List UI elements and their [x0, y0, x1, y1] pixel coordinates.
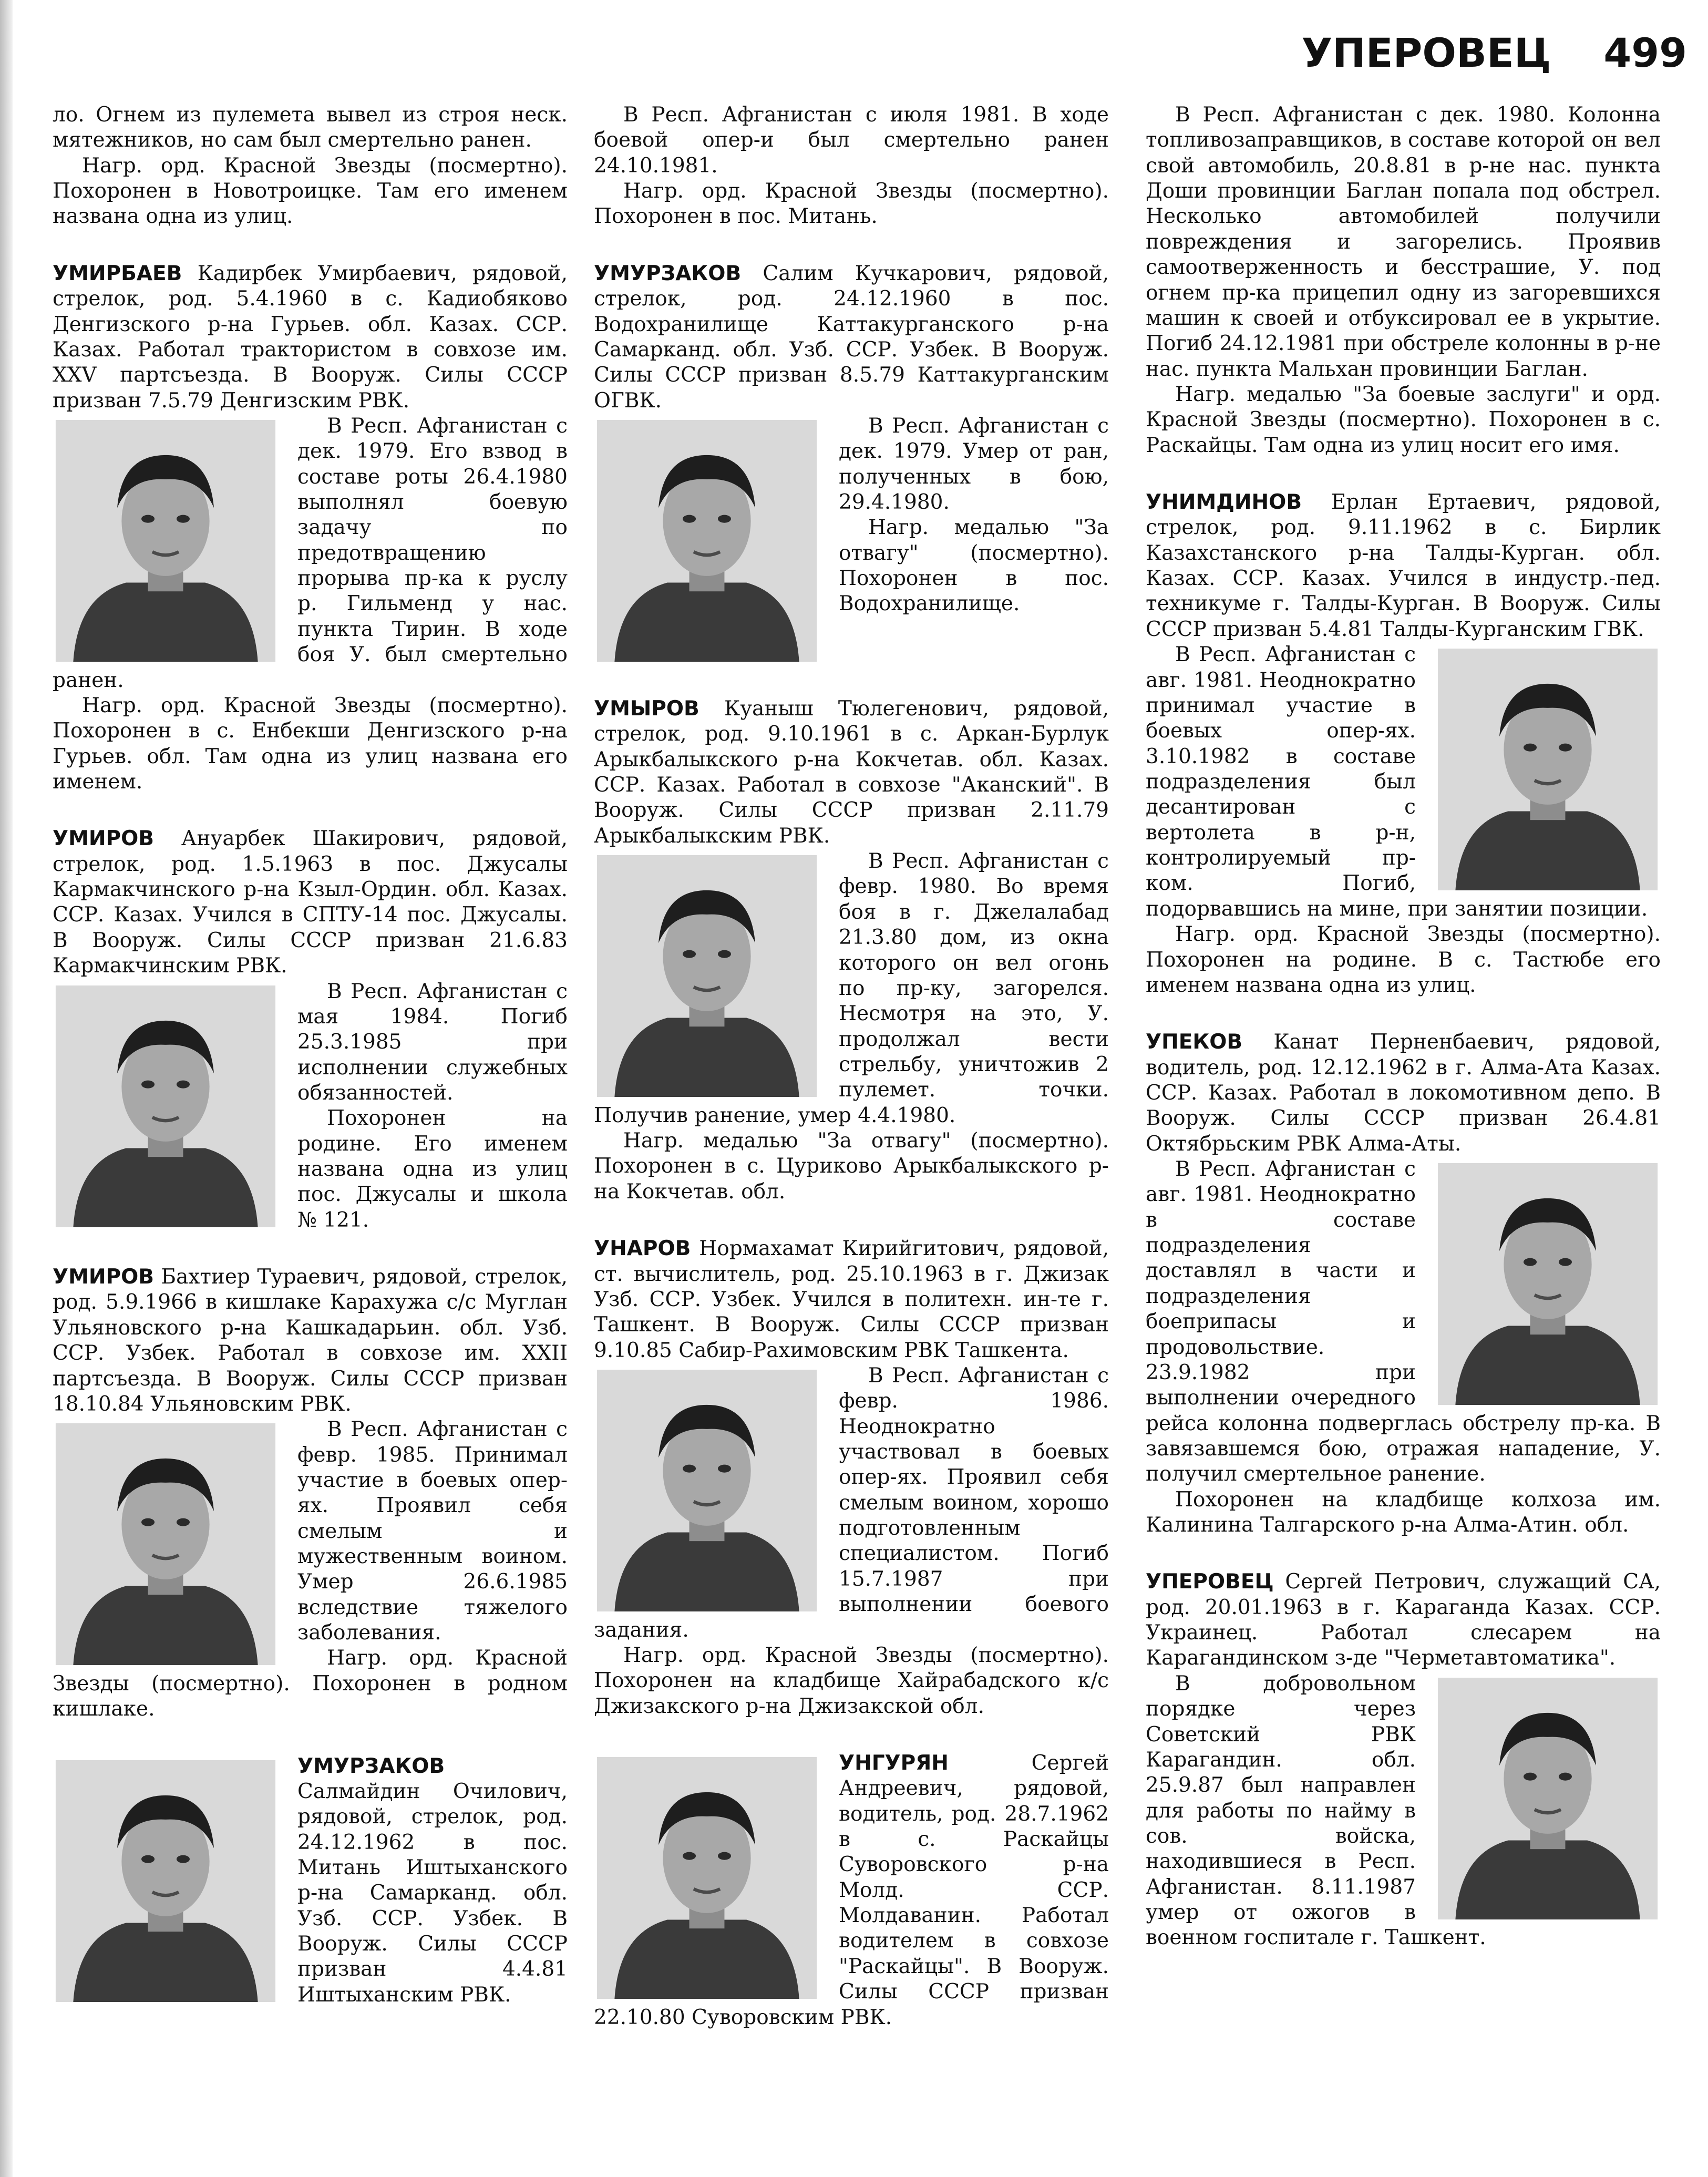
entry-text: Сергей Андреевич, рядовой, водитель, род. 28.7.1962 в с. Раскайцы Суворовского р-на Молд. ССР. Молдаванин. Работал водителем в совхозе "Раскайцы". В Вооруж. Силы СССР призван 22.10.80 Суворовским РВК. [594, 1751, 1109, 2029]
entry-surname: УПЕРОВЕЦ [1146, 1570, 1274, 1594]
entry-surname: УМИРБАЕВ [53, 261, 182, 285]
entry-text: В добровольном порядке через Советский РВК Карагандин. обл. 25.9.87 был направлен для работы по найму в сов. войска, находившиеся в Респ. Афганистан. 8.11.1987 умер от ожогов в военном госпитале г. Ташкент. [1146, 1671, 1486, 1950]
entry-text: Нагр. медалью "За боевые заслуги" и орд. Красной Звезды (посмертно). Похоронен в с. Раскайцы. Там одна из улиц носит его имя. [1146, 382, 1661, 457]
entry-umirbaev [53, 261, 568, 795]
entry-surname: УМУРЗАКОВ [297, 1754, 445, 1778]
page-binding-shadow [0, 0, 13, 2177]
portrait-photo [1435, 649, 1661, 890]
entry-surname: УМИРОВ [53, 1265, 154, 1289]
entry-text: Нагр. орд. Красной Звезды (посмертно). Похоронен на родине. В с. Тастюбе его именем названа одна из улиц. [1146, 922, 1661, 997]
entry-text: В Респ. Афганистан с дек. 1979. Его взвод в составе роты 26.4.1980 выполнял боевую задачу по предотвращению прорыва пр-ка к руслу р. Гильменд у нас. пункта Тирин. В ходе боя У. был смертельно ранен. [53, 414, 568, 692]
running-head-surname: УПЕРОВЕЦ [1301, 29, 1551, 76]
entry-text: Салим Кучкарович, рядовой, стрелок, род. 24.12.1960 в пос. Водохранилище Каттакурганского р-на Самарканд. обл. Узб. ССР. Узбек. В Вооруж. Силы СССР призван 8.5.79 Каттакурганским ОГВК. [594, 261, 1109, 413]
portrait-photo [594, 1757, 820, 1999]
entry-text: Похоронен на кладбище колхоза им. Калинина Талгарского р-на Алма-Атин. обл. [1146, 1487, 1661, 1537]
page-header [1302, 21, 1687, 84]
portrait-photo [594, 855, 820, 1097]
entry-surname: УПЕКОВ [1146, 1030, 1243, 1054]
entry-surname: УМИРОВ [53, 827, 154, 851]
portrait-photo [53, 1760, 279, 2002]
portrait-photo [53, 985, 279, 1227]
entry-text: Нагр. орд. Красной Звезды (посмертно). Похоронен в пос. Митань. [594, 179, 1109, 229]
entry-text: Кадирбек Умирбаевич, рядовой, стрелок, род. 5.4.1960 в с. Кадиобяково Денгизского р-на Гурьев. обл. Казах. ССР. Казах. Работал трактористом в совхозе им. XXV партсъезда. В Вооруж. Силы СССР призван 7.5.79 Денгизским РВК. [53, 261, 568, 413]
entry-text: Ерлан Ертаевич, рядовой, стрелок, род. 9.11.1962 в с. Бирлик Казахстанского р-на Талды-Курган. обл. Казах. ССР. Казах. Учился в индустр.-пед. техникуме г. Талды-Курган. В Вооруж. Силы СССР призван 5.4.81 Талды-Курганским ГВК. [1146, 490, 1661, 641]
entry-ungurian [594, 1751, 1109, 2030]
entry-continuation [53, 102, 568, 230]
entry-text: Салмайдин Очилович, рядовой, стрелок, род. 24.12.1962 в пос. Митань Иштыханского р-на Самарканд. обл. Узб. ССР. Узбек. В Вооруж. Силы СССР призван 4.4.81 Иштыханским РВК. [297, 1779, 568, 2007]
column-1 [53, 102, 568, 2039]
entry-continuation [594, 102, 1109, 230]
entry-text: В Респ. Афганистан с дек. 1980. Колонна топливозаправщиков, в составе которой он вел свой автомобиль, 20.8.81 в р-не нас. пункта Доши провинции Баглан попала под обстрел. Несколько автомобилей получили повреждения и загорелись. Проявив самоотверженность и бесстрашие, У. под огнем пр-ка прицепил одну из загоревшихся машин к своей и отбуксировал ее в укрытие. Погиб 24.12.1981 при обстреле колонны в р-не нас. пункта Мальхан провинции Баглан. [1146, 103, 1661, 381]
entry-text: В Респ. Афганистан с февр. 1980. Во время боя в г. Джелалабад 21.3.80 дом, из окна которого он вел огонь по пр-ку, загорелся. Несмотря на это, У. продолжал вести стрельбу, уничтожив 2 пулемет. точки. Получив ранение, умер 4.4.1980. [594, 849, 1109, 1127]
portrait-photo [1435, 1163, 1661, 1405]
entry-uperovets [1146, 1569, 1661, 1950]
entry-text: В Респ. Афганистан с авг. 1981. Неоднократно в составе подразделения доставлял в части и подразделения боеприпасы и продовольствие. 23.9.1982 при выполнении очередного рейса колонна подверглась обстрелу пр-ка. В завязавшемся бою, отражая нападение, У. получил смертельное ранение. [1146, 1157, 1661, 1486]
entry-text: Похоронен на родине. Его именем названа одна из улиц пос. Джусалы и школа № 121. [297, 1106, 568, 1232]
portrait-photo [1435, 1678, 1661, 1919]
entry-continuation [1146, 102, 1661, 458]
entry-upekov [1146, 1030, 1661, 1538]
entry-surname: УМЫРОВ [594, 696, 699, 721]
entry-surname: УНАРОВ [594, 1237, 691, 1261]
entry-text: Нагр. медалью "За отвагу" (посмертно). Похоронен в с. Цуриково Арыкбалыкского р-на Кокчетав. обл. [594, 1129, 1109, 1204]
entry-text: В Респ. Афганистан с дек. 1979. Умер от ран, полученных в бою, 29.4.1980. [839, 414, 1109, 515]
entry-text: Бахтиер Тураевич, рядовой, стрелок, род. 5.9.1966 в кишлаке Карахужа с/с Муглан Ульяновского р-на Кашкадарьин. обл. Узб. ССР. Узбек. Работал в совхозе им. XXII партсъезда. В Вооруж. Силы СССР призван 18.10.84 Ульяновским РВК. [53, 1265, 568, 1416]
entry-umirov-b [53, 1265, 568, 1722]
entry-unarov [594, 1236, 1109, 1719]
entry-text: Нагр. орд. Красной Звезды (посмертно). Похоронен в Новотроицке. Там его именем названа одна из улиц. [53, 153, 568, 229]
entry-text: Нагр. орд. Красной Звезды (посмертно). Похоронен в с. Енбекши Денгизского р-на Гурьев. обл. Там одна из улиц названа его именем. [53, 693, 568, 794]
entry-text: Нормахамат Кирийгитович, рядовой, ст. вычислитель, род. 25.10.1963 в г. Джизак Узб. ССР. Узбек. Учился в политехн. ин-те г. Ташкент. В Вооруж. Силы СССР призван 9.10.85 Сабир-Рахимовским РВК Ташкента. [594, 1237, 1109, 1362]
portrait-photo [53, 420, 279, 662]
column-2 [594, 102, 1109, 2062]
portrait-photo [594, 1370, 820, 1611]
entry-text: Канат Перненбаевич, рядовой, водитель, род. 12.12.1962 в г. Алма-Ата Казах. ССР. Казах. Работал в локомотивном депо. В Вооруж. Силы СССР призван 26.4.81 Октябрьским РВК Алма-Аты. [1146, 1030, 1661, 1156]
entry-text: Куаныш Тюлегенович, рядовой, стрелок, род. 9.10.1961 в с. Аркан-Бурлук Арыкбалыкского р-на Кокчетав. обл. Казах. ССР. Казах. Работал в совхозе "Аканский". В Вооруж. Силы СССР призван 2.11.79 Арыкбалыкским РВК. [594, 696, 1109, 848]
entry-text: Нагр. орд. Красной Звезды (посмертно). Похоронен в родном кишлаке. [53, 1646, 568, 1721]
entry-text: Нагр. орд. Красной Звезды (посмертно). Похоронен на кладбище Хайрабадского к/с Джизакского р-на Джизакской обл. [594, 1643, 1109, 1718]
entry-surname: УМУРЗАКОВ [594, 261, 742, 285]
entry-surname: УНИМДИНОВ [1146, 490, 1302, 515]
entry-text: В Респ. Афганистан с июля 1981. В ходе боевой опер-и был смертельно ранен 24.10.1981. [594, 103, 1109, 178]
entry-umurzakov-salim [594, 261, 1109, 665]
entry-text: Ануарбек Шакирович, рядовой, стрелок, род. 1.5.1963 в пос. Джусалы Кармакчинского р-на Кзыл-Ордин. обл. Казах. ССР. Казах. Учился в СПТУ-14 пос. Джусалы. В Вооруж. Силы СССР призван 21.6.83 Кармакчинским РВК. [53, 827, 568, 978]
entry-unimdinov [1146, 490, 1661, 998]
entry-text: Нагр. медалью "За отвагу" (посмертно). Похоронен в пос. Водохранилище. [839, 516, 1109, 616]
entry-text: В Респ. Афганистан с авг. 1981. Неоднократно принимал участие в боевых опер-ях. 3.10.1982 в составе подразделения был десантирован с вертолета в р-н, контролируемый пр-ком. Погиб, подорвавшись на мине, при занятии позиции. [1146, 643, 1648, 921]
portrait-photo [53, 1423, 279, 1665]
entry-umyrov [594, 696, 1109, 1205]
column-3 [1146, 102, 1661, 1983]
entry-text: В Респ. Афганистан с мая 1984. Погиб 25.3.1985 при исполнении служебных обязанностей. [297, 979, 568, 1105]
entry-umirov-a [53, 826, 568, 1233]
entry-text: ло. Огнем из пулемета вывел из строя неск. мятежников, но сам был смертельно ранен. [53, 103, 568, 152]
page-number: 499 [1603, 29, 1687, 76]
entry-surname: УНГУРЯН [839, 1751, 949, 1775]
entry-umurzakov-salmaidin [53, 1754, 568, 2008]
entry-text: В Респ. Афганистан с февр. 1986. Неоднократно участвовал в боевых опер-ях. Проявил себя смелым воином, хорошо подготовленным специалистом. Погиб 15.7.1987 при выполнении боевого задания. [594, 1363, 1109, 1642]
entry-text: Сергей Петрович, служащий СА, род. 20.01.1963 в г. Караганда Казах. ССР. Украинец. Работал слесарем на Карагандинском з-де "Черметавтоматика". [1146, 1570, 1661, 1670]
portrait-photo [594, 420, 820, 662]
entry-text: В Респ. Афганистан с февр. 1985. Принимал участие в боевых опер-ях. Проявил себя смелым и мужественным воином. Умер 26.6.1985 вследствие тяжелого заболевания. [297, 1418, 568, 1645]
